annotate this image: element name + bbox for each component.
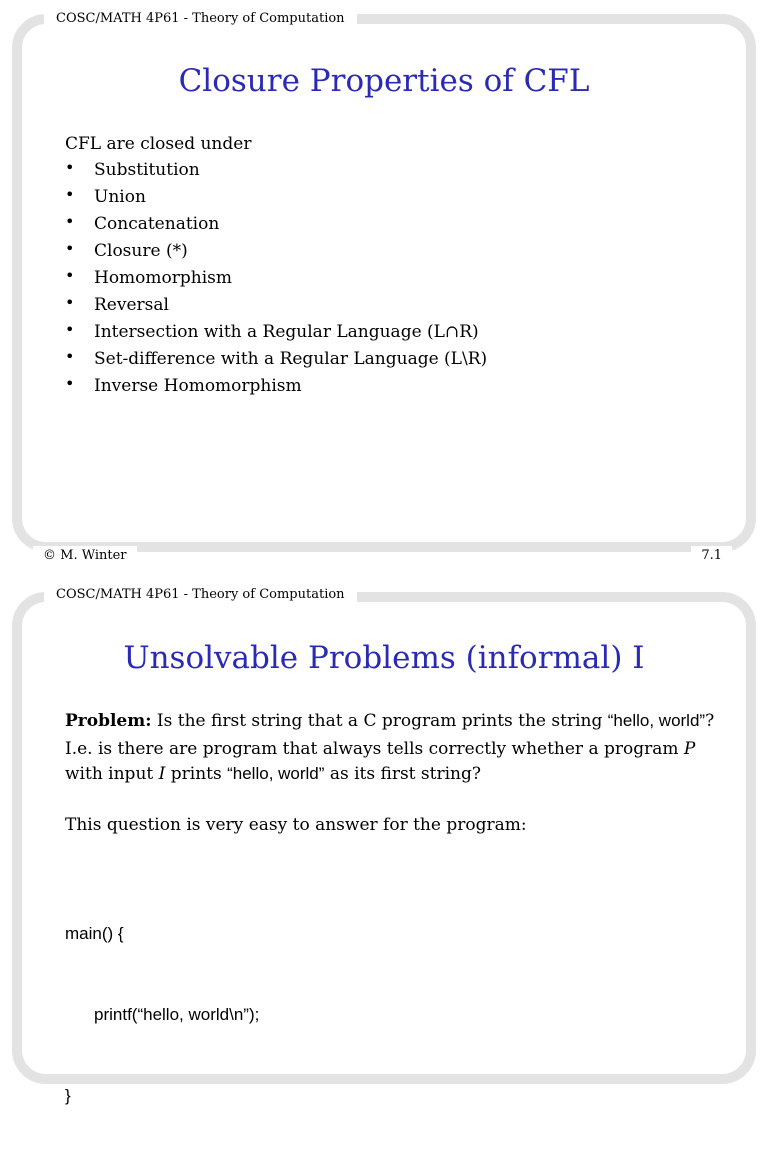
bullet-icon: • bbox=[65, 347, 75, 366]
list-item-text: Substitution bbox=[94, 160, 200, 180]
bullet-icon: • bbox=[65, 239, 75, 258]
list-item-text: Homomorphism bbox=[94, 268, 233, 288]
slide-unsolvable-problems bbox=[0, 580, 768, 1105]
var-i: I bbox=[158, 764, 166, 784]
hello-world-string: “hello, world” bbox=[607, 711, 706, 730]
slide-title: Closure Properties of CFL bbox=[178, 63, 590, 99]
page-number: 7.1 bbox=[691, 546, 732, 566]
intro-text: CFL are closed under bbox=[65, 134, 252, 154]
bullet-icon: • bbox=[65, 293, 75, 312]
list-item-text: Closure (*) bbox=[94, 241, 188, 261]
ie-line-1 bbox=[65, 737, 695, 762]
list-item-text: Concatenation bbox=[94, 214, 220, 234]
slide-title: Unsolvable Problems (informal) I bbox=[123, 640, 645, 676]
code-line: } bbox=[65, 1086, 71, 1105]
list-item-text: Union bbox=[94, 187, 146, 207]
copyright-text: © M. Winter bbox=[33, 546, 137, 566]
slide-header: COSC/MATH 4P61 - Theory of Computation bbox=[44, 11, 357, 27]
bullet-icon: • bbox=[65, 185, 75, 204]
code-line: printf(“hello, world\n”); bbox=[94, 1005, 260, 1024]
bullet-icon: • bbox=[65, 158, 75, 177]
ie-line-2 bbox=[65, 761, 481, 787]
ie-text: I.e. is there are program that always tells correctly whether a program bbox=[65, 739, 684, 759]
list-item-text: Inverse Homomorphism bbox=[94, 376, 302, 396]
ie-text: with input bbox=[65, 764, 159, 784]
ie-text: prints bbox=[165, 764, 228, 784]
problem-text: Is the first string that a C program prints the string bbox=[151, 711, 608, 731]
hello-world-string: “hello, world” bbox=[227, 764, 325, 783]
code-block bbox=[65, 866, 259, 1163]
list-item-text: Set-difference with a Regular Language (L\R) bbox=[94, 349, 488, 369]
problem-label: Problem: bbox=[65, 711, 152, 731]
bullet-icon: • bbox=[65, 212, 75, 231]
ie-text: as its first string? bbox=[324, 764, 481, 784]
problem-statement bbox=[65, 708, 714, 734]
code-line: main() { bbox=[65, 924, 124, 943]
problem-text-end: ? bbox=[705, 711, 715, 731]
bullet-icon: • bbox=[65, 266, 75, 285]
bullet-icon: • bbox=[65, 320, 75, 339]
question-text: This question is very easy to answer for the program: bbox=[65, 815, 527, 835]
list-item-text: Reversal bbox=[94, 295, 169, 315]
bullet-icon: • bbox=[65, 374, 75, 393]
slide-footer bbox=[0, 546, 768, 566]
var-p: P bbox=[683, 739, 696, 759]
slide-header: COSC/MATH 4P61 - Theory of Computation bbox=[44, 587, 357, 603]
list-item-text: Intersection with a Regular Language (L∩R) bbox=[94, 322, 479, 342]
slide-closure-properties bbox=[0, 0, 768, 580]
